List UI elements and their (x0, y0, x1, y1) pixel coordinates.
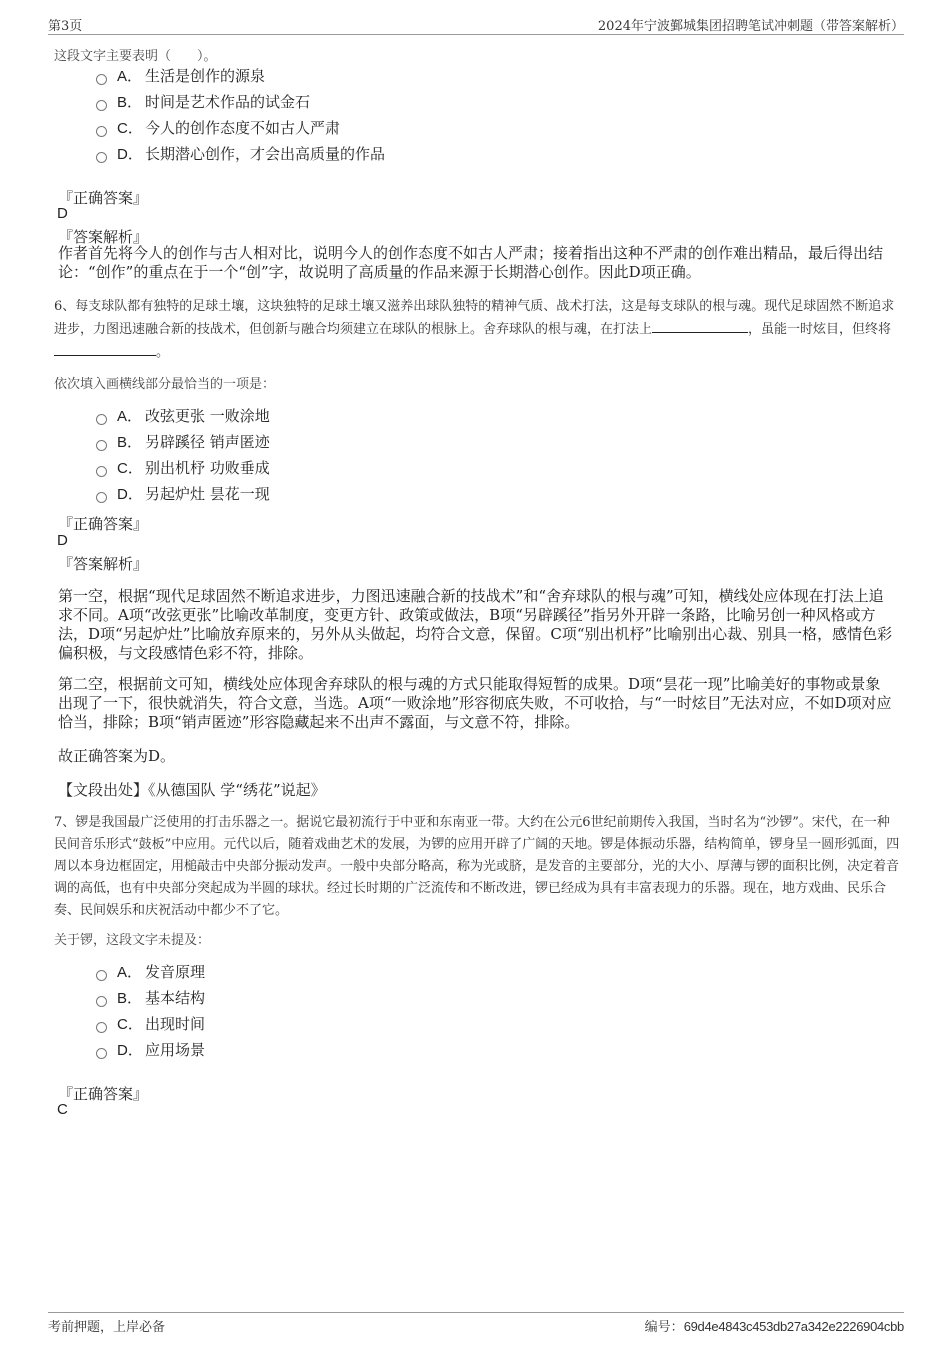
q7-option-a[interactable]: A． 发音原理 (96, 961, 205, 983)
radio-icon[interactable] (96, 414, 107, 425)
radio-icon[interactable] (96, 1022, 107, 1033)
q7-passage: 7、锣是我国最广泛使用的打击乐器之一。据说它最初流行于中亚和东南亚一带。大约在公元6世纪前期传入我国，当时名为“沙锣”。宋代，在一种民间音乐形式“鼓板”中应用。元代以后，随着戏曲艺术的发展，为锣的应用开辟了广阔的天地。锣是体振动乐器，结构简单，锣身呈一圆形弧面，四周以本身边框固定，用槌敲击中央部分振动发声。一般中央部分略高，称为光或脐，是发音的主要部分，光的大小、厚薄与锣的面积比例，决定着音调的高低，也有中央部分突起成为半圆的球状。经过长时期的广泛流传和不断改进，锣已经成为具有丰富表现力的乐器。现在，地方戏曲、民乐合奏、民间娱乐和庆祝活动中都少不了它。 (54, 815, 900, 918)
page-footer (48, 1312, 904, 1335)
radio-icon[interactable] (96, 126, 107, 137)
q6-source: 【文段出处】《从德国队 学“绣花”说起》 (58, 781, 326, 799)
radio-icon[interactable] (96, 1048, 107, 1059)
radio-icon[interactable] (96, 440, 107, 451)
q7-answer-label: 『正确答案』 (58, 1085, 149, 1103)
q5-stem: 这段文字主要表明（ ）。 (54, 49, 217, 64)
radio-icon[interactable] (96, 492, 107, 503)
q6-explanation-3: 故正确答案为D。 (58, 747, 176, 765)
radio-icon[interactable] (96, 74, 107, 85)
radio-icon[interactable] (96, 466, 107, 477)
radio-icon[interactable] (96, 970, 107, 981)
q5-explanation: 作者首先将今人的创作与古人相对比，说明今人的创作态度不如古人严肃；接着指出这种不严肃的创作难出精品，最后得出结论：“创作”的重点在于一个“创”字，故说明了高质量的作品来源于长期潜心创作。因此D项正确。 (58, 244, 884, 281)
q6-answer-label: 『正确答案』 (58, 515, 149, 533)
radio-icon[interactable] (96, 152, 107, 163)
q7-option-b[interactable]: B． 基本结构 (96, 987, 205, 1009)
q6-option-d[interactable]: D． 另起炉灶 昙花一现 (96, 483, 270, 505)
footer-slogan: 考前押题，上岸必备 (48, 1320, 166, 1335)
q5-option-d[interactable]: D． 长期潜心创作，才会出高质量的作品 (96, 143, 385, 165)
q6-stem: 依次填入画横线部分最恰当的一项是： (54, 377, 276, 392)
q6-explanation-1: 第一空，根据“现代足球固然不断追求进步，力图迅速融合新的技战术”和“舍弃球队的根与魂”可知，横线处应体现在打法上追求不同。A项“改弦更张”比喻改革制度，变更方针、政策或做法，B项“另辟蹊径”指另外开辟一条路，比喻另创一种风格或方法，D项“另起炉灶”比喻放弃原来的，另外从头做起，均符合文意，保留。C项“别出机杼”比喻别出心裁、别具一格，感情色彩偏积极，与文段感情色彩不符，排除。 (58, 587, 893, 662)
document-title: 2024年宁波鄞城集团招聘笔试冲刺题（带答案解析） (597, 19, 904, 34)
blank-2 (54, 341, 156, 356)
page-number: 第3页 (48, 19, 83, 34)
blank-1 (652, 318, 748, 333)
document-code: 编号：69d4e4843c453db27a342e2226904cbb (644, 1319, 904, 1335)
q6-option-a[interactable]: A． 改弦更张 一败涂地 (96, 405, 270, 427)
q6-explain-label: 『答案解析』 (58, 555, 149, 573)
q6-passage: 6、每支球队都有独特的足球土壤，这块独特的足球土壤又滋养出球队独特的精神气质、战术打法，这是每支球队的根与魂。现代足球固然不断追求进步，力图迅速融合新的技战术，但创新与融合均须建立在球队的根脉上。舍弃球队的根与魂，在打法上 ，虽能一时炫目，但终将。 (54, 299, 895, 360)
q5-option-c[interactable]: C． 今人的创作态度不如古人严肃 (96, 117, 340, 139)
q7-answer: C (57, 1101, 68, 1118)
q6-explanation-2: 第二空，根据前文可知，横线处应体现舍弃球队的根与魂的方式只能取得短暂的成果。D项“昙花一现”比喻美好的事物或景象出现了一下，很快就消失，符合文意，当选。A项“一败涂地”形容彻底失败，不可收拾，与“一时炫目”无法对应，不如D项对应恰当，排除；B项“销声匿迹”形容隐藏起来不出声不露面，与文意不符，排除。 (58, 675, 892, 731)
q7-option-d[interactable]: D． 应用场景 (96, 1039, 205, 1061)
q5-answer: D (57, 205, 68, 222)
q5-answer-label: 『正确答案』 (58, 189, 149, 207)
q7-stem: 关于锣，这段文字未提及： (54, 933, 211, 948)
q6-option-b[interactable]: B． 另辟蹊径 销声匿迹 (96, 431, 270, 453)
q7-option-c[interactable]: C． 出现时间 (96, 1013, 205, 1035)
page-header (48, 12, 904, 35)
q6-answer: D (57, 532, 68, 549)
q6-option-c[interactable]: C． 别出机杼 功败垂成 (96, 457, 270, 479)
q5-option-a[interactable]: A． 生活是创作的源泉 (96, 65, 265, 87)
q5-option-b[interactable]: B． 时间是艺术作品的试金石 (96, 91, 310, 113)
radio-icon[interactable] (96, 100, 107, 111)
q5-explain-label: 『答案解析』 (58, 228, 149, 246)
radio-icon[interactable] (96, 996, 107, 1007)
